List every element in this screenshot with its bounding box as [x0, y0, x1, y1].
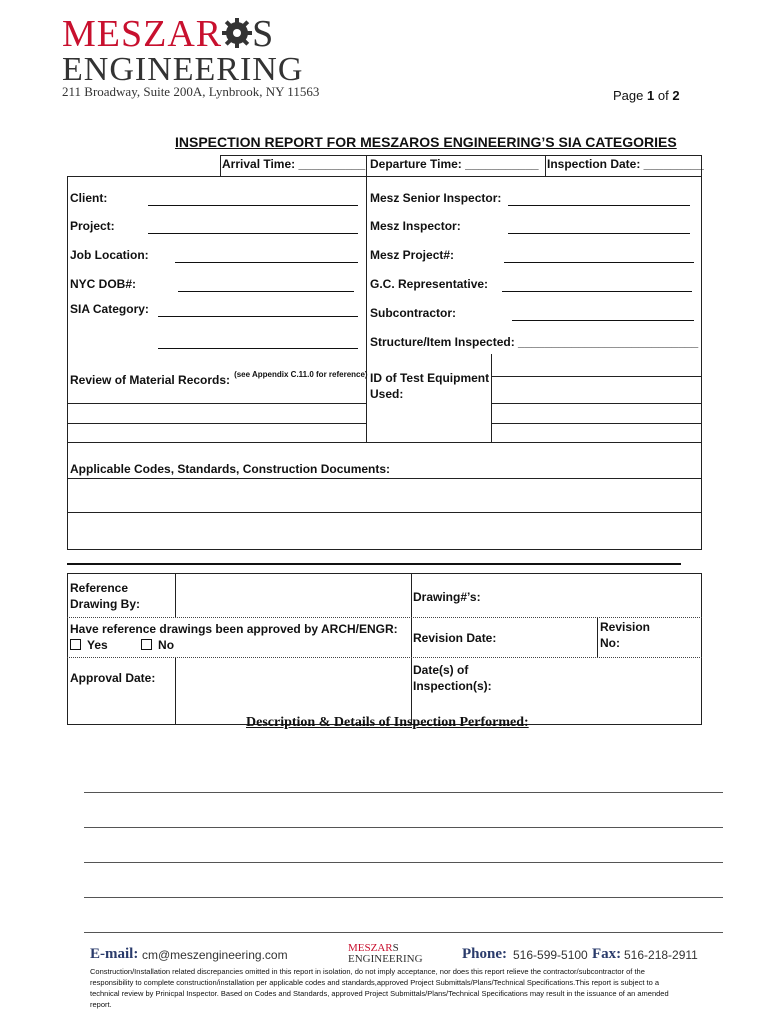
- phone-value: 516-599-5100: [513, 948, 588, 962]
- gc-representative-label: G.C. Representative:: [370, 277, 489, 291]
- phone-label: Phone:: [462, 946, 507, 962]
- fax-value: 516-218-2911: [624, 948, 698, 962]
- revision-no-field[interactable]: Revision No:: [600, 620, 651, 650]
- mesz-project-label: Mesz Project#:: [370, 248, 455, 262]
- page-indicator: Page 1 of 2: [613, 88, 680, 103]
- approval-date-label: Approval Date:: [70, 671, 156, 685]
- reference-drawing-label: Reference Drawing By:: [70, 581, 141, 611]
- fax-label: Fax:: [592, 946, 622, 962]
- nyc-dob-input[interactable]: [178, 291, 354, 292]
- revision-date-field[interactable]: Revision Date:: [413, 631, 497, 645]
- project-label: Project:: [70, 219, 115, 233]
- checkbox-icon: [70, 639, 81, 650]
- applicable-codes-label: Applicable Codes, Standards, Construction Documents:: [70, 462, 391, 476]
- senior-inspector-label: Mesz Senior Inspector:: [370, 191, 502, 205]
- yes-checkbox[interactable]: Yes: [70, 638, 108, 652]
- nyc-dob-label: NYC DOB#:: [70, 277, 137, 291]
- inspector-label: Mesz Inspector:: [370, 219, 461, 233]
- inspection-date-field[interactable]: Inspection Date: _________: [547, 157, 704, 171]
- checkbox-icon: [141, 639, 152, 650]
- description-heading: Description & Details of Inspection Performed:: [246, 715, 529, 730]
- no-checkbox[interactable]: No: [141, 638, 174, 652]
- form-title: INSPECTION REPORT FOR MESZAROS ENGINEERING’S SIA CATEGORIES: [175, 134, 677, 150]
- footer-logo: MESZARS ENGINEERING: [348, 942, 423, 965]
- senior-inspector-input[interactable]: [508, 205, 690, 206]
- sia-category-input-2[interactable]: [158, 348, 358, 349]
- mesz-project-input[interactable]: [504, 262, 694, 263]
- departure-time-field[interactable]: Departure Time: ___________: [370, 157, 539, 171]
- inspector-input[interactable]: [508, 233, 690, 234]
- email-label: E-mail:: [90, 946, 139, 962]
- review-material-label: Review of Material Records: $^{(see Appendix C.11.0 for reference)}$: [70, 370, 368, 387]
- logo-engineering: ENGINEERING: [62, 51, 304, 88]
- structure-item-field[interactable]: Structure/Item Inspected: ___________________________: [370, 335, 699, 349]
- arrival-time-field[interactable]: Arrival Time: __________: [222, 157, 366, 171]
- reference-drawing-input[interactable]: [177, 575, 409, 615]
- test-equipment-label: ID of Test Equipment Used:: [370, 371, 490, 401]
- subcontractor-label: Subcontractor:: [370, 306, 457, 320]
- sia-category-label: SIA Category:: [70, 302, 149, 316]
- client-label: Client:: [70, 191, 108, 205]
- gc-representative-input[interactable]: [502, 291, 692, 292]
- logo-text-dark: S: [252, 13, 275, 55]
- footer-contact: [90, 942, 710, 968]
- company-address: 211 Broadway, Suite 200A, Lynbrook, NY 11563: [62, 84, 320, 99]
- job-location-input[interactable]: [175, 262, 358, 263]
- footer-rule: [84, 932, 723, 933]
- sia-category-input[interactable]: [158, 316, 358, 317]
- drawing-numbers-field[interactable]: Drawing#’s:: [413, 590, 481, 604]
- approved-question: Have reference drawings been approved by ARCH/ENGR:: [70, 622, 398, 636]
- description-line[interactable]: [84, 827, 723, 828]
- section-divider: [67, 563, 681, 565]
- review-note: (see Appendix C.11.0 for reference): [234, 370, 368, 379]
- company-logo: [62, 13, 304, 88]
- client-input[interactable]: [148, 205, 358, 206]
- project-input[interactable]: [148, 233, 358, 234]
- email-value[interactable]: cm@meszengineering.com: [142, 948, 288, 962]
- disclaimer-text: Construction/Installation related discrepancies omitted in this report in isolation, do not imply acceptance, nor does this report relieve the contractor/subcontractor of the responsibility to complete construction/installation per applicable codes and standards,approved Project Submittals/Plans/Technical Specifications.This report is subject to a technical review by Prinicpal Inspector. Based on Codes and Standards, approved Project Submittals/Plans/Technical Specifications may result in the issuance of an amended report.: [90, 967, 669, 1009]
- logo-text-red: MESZAR: [62, 13, 223, 55]
- gear-icon: [222, 16, 252, 46]
- approval-options: [70, 638, 174, 652]
- description-line[interactable]: [84, 897, 723, 898]
- approval-date-input[interactable]: [177, 659, 409, 723]
- job-location-label: Job Location:: [70, 248, 149, 262]
- dates-of-inspection-field[interactable]: Date(s) of Inspection(s):: [413, 663, 492, 693]
- description-line[interactable]: [84, 862, 723, 863]
- subcontractor-input[interactable]: [512, 320, 694, 321]
- description-line[interactable]: [84, 792, 723, 793]
